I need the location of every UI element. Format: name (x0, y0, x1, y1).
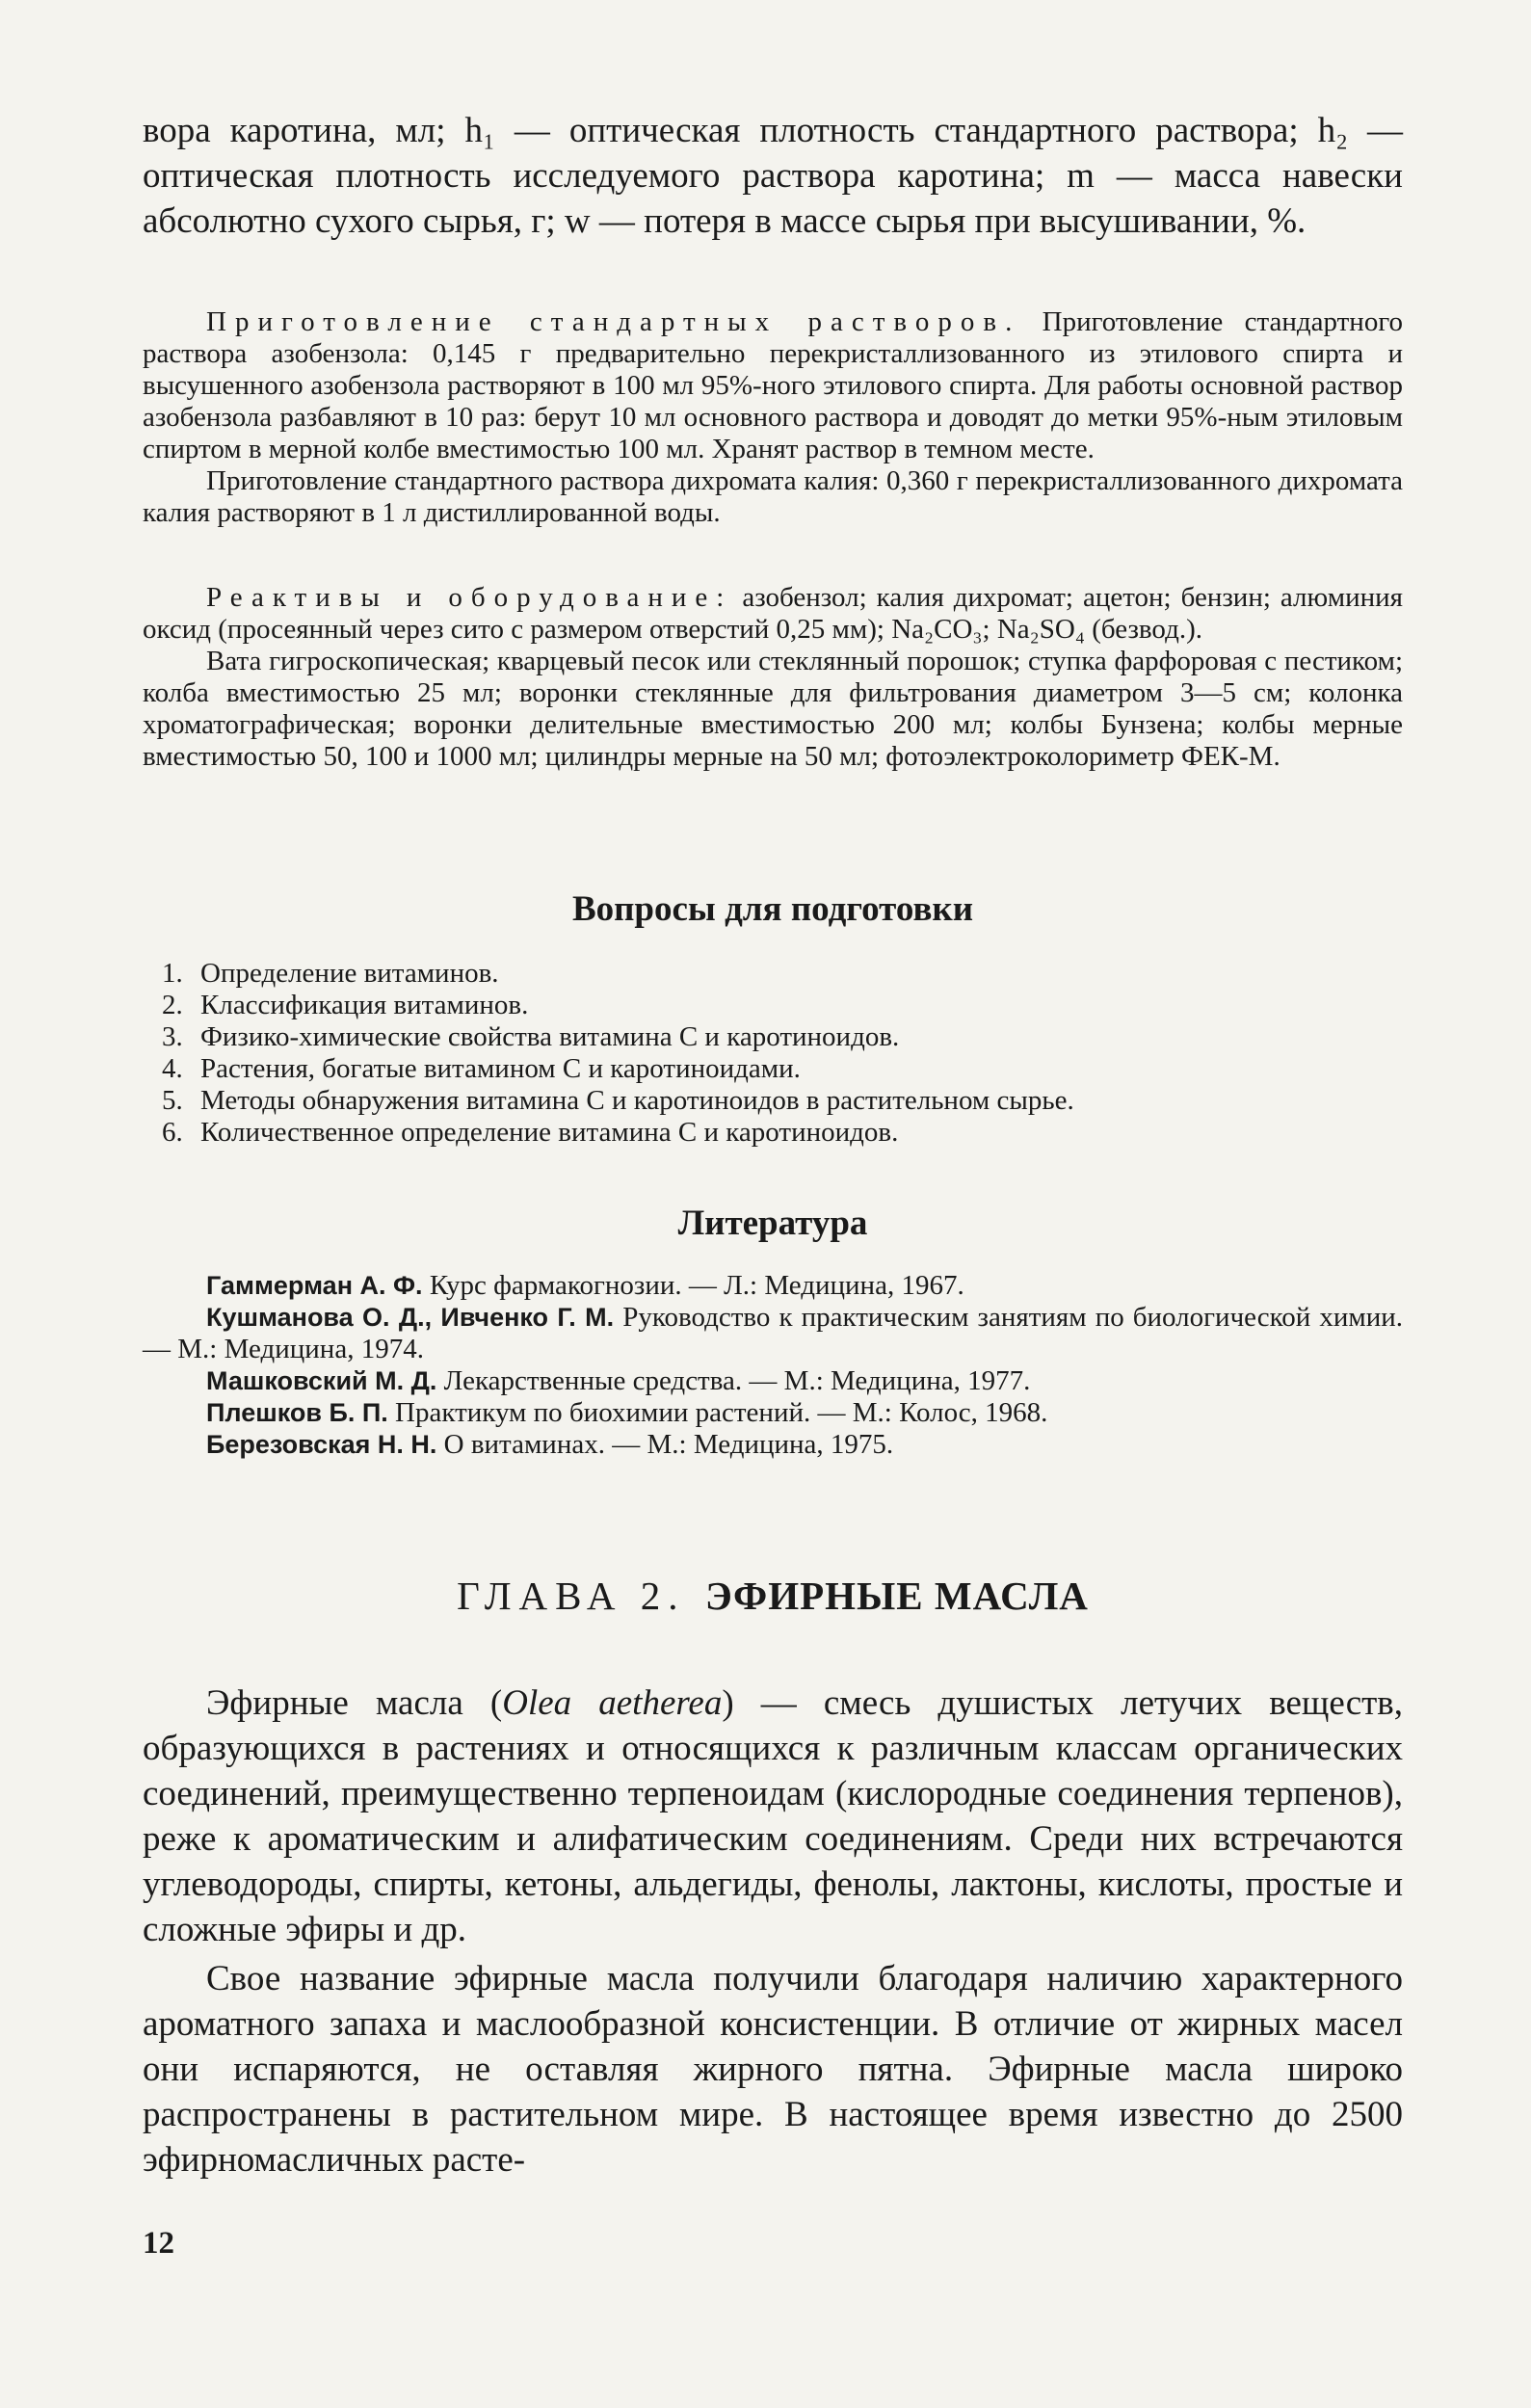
questions-list (143, 958, 1403, 1149)
reference-item: Березовская Н. Н. О витаминах. — М.: Медицина, 1975. (206, 1429, 894, 1460)
chapter-label: ГЛАВА 2. (457, 1574, 686, 1618)
reagents-section (143, 582, 1403, 773)
standards-heading: Приготовление стандартных растворов. (206, 306, 1021, 337)
standards-paragraph (143, 306, 1403, 465)
list-item: 6. Количественное определение витамина С и каротиноидов. (162, 1117, 899, 1148)
reagents-text: азобензол; калия дихромат; ацетон; бензин; алюминия оксид (просеянный через сито с размером отверстий 0,25 мм); Na₂CO₃; Na₂SO₄ (безвод.). (143, 582, 1404, 645)
body-paragraph-2: Свое название эфирные масла получили благодаря наличию характерного ароматного запаха и маслообразной консистенции. В отличие от жирных масел они испаряются, не оставляя жирного пятна. Эфирные масла широко распространены в растительном мире. В настоящее время известно до 2500 эфирномасличных расте- (143, 1959, 1403, 2180)
chapter-title: ЭФИРНЫЕ МАСЛА (705, 1574, 1089, 1618)
chapter-heading (143, 1573, 1403, 1619)
reference-item: Гаммерман А. Ф. Курс фармакогнозии. — Л.: Медицина, 1967. (206, 1270, 964, 1301)
reagents-paragraph (143, 582, 1403, 646)
reference-item: Машковский М. Д. Лекарственные средства. — М.: Медицина, 1977. (206, 1365, 1031, 1396)
list-item: 1. Определение витаминов. (162, 958, 499, 989)
list-item: 2. Классификация витаминов. (162, 990, 529, 1020)
literature-title: Литература (677, 1204, 868, 1243)
list-item: 3. Физико-химические свойства витамина С и каротиноидов. (162, 1021, 900, 1052)
reagents-heading: Реактивы и оборудование: (206, 582, 733, 613)
standards-section (143, 306, 1403, 529)
standards-text: Приготовление стандартного раствора азобензола: 0,145 г предварительно перекристаллизованного из этилового спирта и высушенного азобензола растворяют в 100 мл 95%-ного этилового спирта. Для работы основной раствор азобензола разбавляют в 10 раз: берут 10 мл основного раствора и доводят до метки 95%-ным этиловым спиртом в мерной колбе вместимостью 100 мл. Хранят раствор в темном месте. (143, 306, 1403, 464)
body-text (143, 1680, 1403, 2183)
reference-item: Плешков Б. П. Практикум по биохимии растений. — М.: Колос, 1968. (206, 1397, 1048, 1428)
literature-list (143, 1270, 1403, 1461)
reference-item: Кушманова О. Д., Ивченко Г. М. Руководство к практическим занятиям по биологической химии. — М.: Медицина, 1974. (143, 1302, 1403, 1364)
questions-title: Вопросы для подготовки (571, 889, 974, 929)
body-paragraph-1: Эфирные масла (Olea aetherea) — смесь душистых летучих веществ, образующихся в растениях и относящихся к различным классам органических соединений, преимущественно терпеноидам (кислородные соединения терпенов), реже к ароматическим и алифатическим соединениям. Среди них встречаются углеводороды, спирты, кетоны, альдегиды, фенолы, лактоны, кислоты, простые и сложные эфиры и др. (143, 1683, 1404, 1949)
intro-paragraph: вора каротина, мл; h₁ — оптическая плотность стандартного раствора; h₂ — оптическая плотность исследуемого раствора каротина; m — масса навески абсолютно сухого сырья, г; w — потеря в массе сырья при высушивании, %. (143, 111, 1403, 241)
equipment-paragraph: Вата гигроскопическая; кварцевый песок или стеклянный порошок; ступка фарфоровая с пестиком; колба вместимостью 25 мл; воронки стеклянные для фильтрования диаметром 3—5 см; колонка хроматографическая; воронки делительные вместимостью 200 мл; колбы Бунзена; колбы мерные вместимостью 50, 100 и 1000 мл; цилиндры мерные на 50 мл; фотоэлектроколориметр ФЕК-М. (143, 646, 1403, 772)
list-item: 5. Методы обнаружения витамина С и каротиноидов в растительном сырье. (162, 1085, 1074, 1116)
dichromate-paragraph: Приготовление стандартного раствора дихромата калия: 0,360 г перекристаллизованного дихромата калия растворяют в 1 л дистиллированной воды. (143, 465, 1403, 528)
list-item: 4. Растения, богатые витамином С и каротиноидами. (162, 1053, 801, 1084)
page-number: 12 (143, 2226, 174, 2261)
